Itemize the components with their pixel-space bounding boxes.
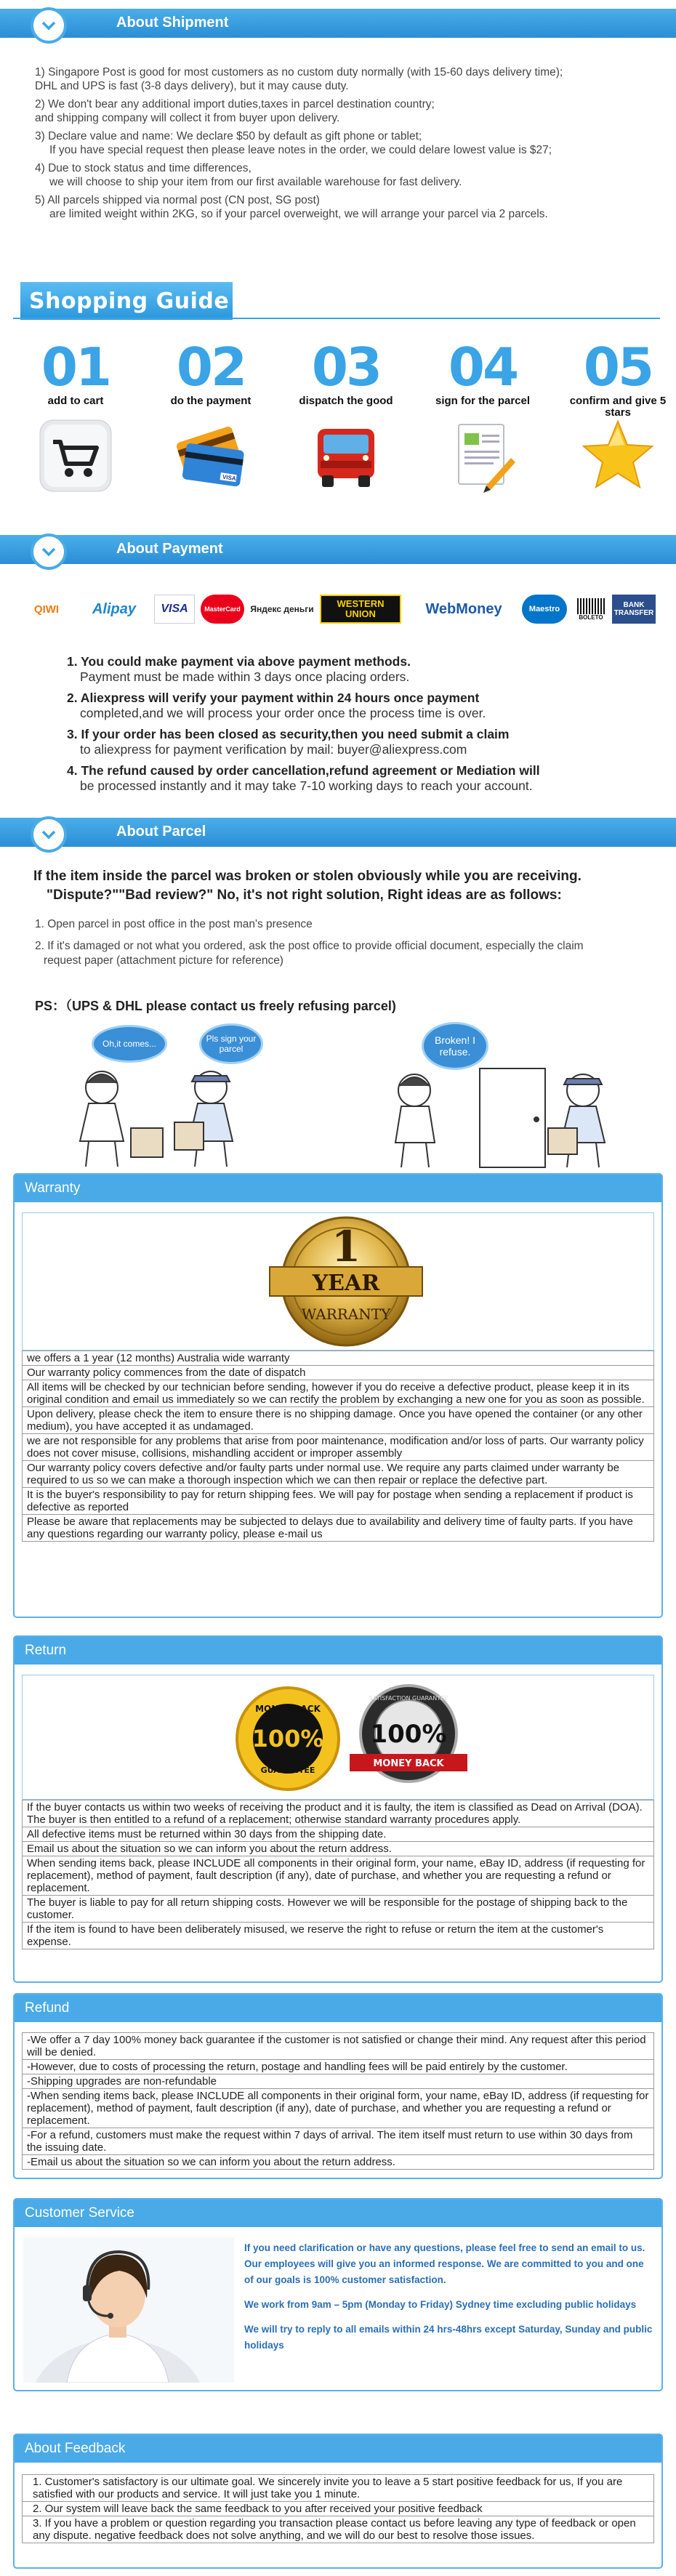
refund-lines — [22, 2032, 654, 2170]
shipment-title: About Shipment — [116, 15, 229, 31]
table-row: we offers a 1 year (12 months) Australia wide warranty — [22, 1351, 654, 1366]
table-row: -However, due to costs of processing the return, postage and handling fees will be paid entirely by the customer. — [22, 2060, 654, 2074]
list-item: 2. Aliexpress will verify your payment within 24 hours once payment completed,and we will process your order once the process time is over. — [67, 691, 486, 720]
shipment-banner — [0, 7, 676, 47]
speech-bubble: Pls sign your parcel — [199, 1023, 263, 1064]
table-row: All items will be checked by our technician before sending, however if you do receive a defective product, please keep it in its original condition and email us immediately so we can rectify the problem by exchanging a new one for you as soon as possible. — [22, 1380, 654, 1407]
service-reply-time: We will try to reply to all emails within 24 hrs-48hrs except Saturday, Sunday and public holidays — [244, 2324, 653, 2351]
table-row: -Email us about the situation so we can inform you about the return address. — [22, 2155, 654, 2170]
star-icon — [579, 417, 656, 494]
truck-icon — [307, 417, 385, 494]
svg-text:MONEY BACK: MONEY BACK — [255, 1704, 321, 1714]
table-row: -For a refund, customers must make the request within 7 days of arrival. The item itself must return to use within 30 days from the issuing date. — [22, 2128, 654, 2155]
money-back-badge — [233, 1684, 342, 1793]
satisfaction-badge — [347, 1681, 470, 1796]
list-item: 4. The refund caused by order cancellation,refund agreement or Mediation will be processed instantly and it may take 7-10 working days to reach your account. — [67, 763, 540, 793]
parcel-banner — [0, 816, 676, 856]
list-item: 1. You could make payment via above payment methods. Payment must be made within 3 days once placing orders. — [67, 654, 411, 684]
shopping-guide-header — [20, 282, 233, 320]
refund-panel — [13, 1993, 663, 2179]
bank-transfer-logo: BANK TRANSFER — [612, 595, 656, 624]
visa-logo: VISA — [154, 595, 195, 624]
support-agent-image — [23, 2237, 234, 2383]
service-hours: We work from 9am – 5pm (Monday to Friday) Sydney time excluding public holidays — [244, 2299, 637, 2310]
refund-title: Refund — [15, 1995, 661, 2022]
document-icon — [444, 417, 521, 494]
guide-step-4: 04 sign for the parcel — [432, 340, 534, 494]
service-paragraph: If you need clarification or have any questions, please feel free to send an email to us. Our employees will give you an informed response. We are committed to you and one of our goals is 100% customer satisfaction. — [244, 2242, 645, 2285]
boleto-logo: BOLETO — [574, 595, 608, 624]
customer-postman-illustration — [65, 1061, 291, 1170]
parcel-steps: 1. Open parcel in post office in the post man's presence 2. If it's damaged or not what you ordered, ask the post office to provide official document, especially the claim request paper (attachment picture for reference) — [35, 918, 584, 967]
maestro-logo: Maestro — [522, 595, 567, 624]
table-row: 2. Our system will leave back the same feedback to you after received your positive feedback — [22, 2502, 654, 2516]
table-row: we are not responsible for any problems that arise from poor maintenance, modification and/or loss of parts. Our warranty policy does not cover misuse, collisions, mishandling accident or improper assembly — [22, 1434, 654, 1461]
table-row: Upon delivery, please check the item to ensure there is no shipping damage. Once you have opened the container (or any other medium), you have accepted it as undamaged. — [22, 1407, 654, 1434]
table-row: If the buyer contacts us within two weeks of receiving the product and it is faulty, the item is classified as Dead on Arrival (DOA). The buyer is then entitled to a refund of a replacement; otherwise standard warranty procedures apply. — [22, 1800, 654, 1827]
payment-list — [67, 654, 619, 800]
return-lines — [22, 1800, 654, 1949]
return-badges — [22, 1675, 654, 1800]
warranty-badge — [262, 1213, 430, 1350]
feedback-title: About Feedback — [15, 2435, 661, 2463]
speech-bubble: Oh,it comes... — [92, 1025, 167, 1063]
feedback-lines — [22, 2474, 654, 2543]
table-row: It is the buyer's responsibility to pay for return shipping fees. We will pay for postage when sending a replacement if product is defective as reported — [22, 1488, 654, 1515]
western-union-logo: WESTERN UNION — [320, 595, 401, 624]
svg-text:MONEY BACK: MONEY BACK — [373, 1758, 444, 1769]
return-panel — [13, 1635, 663, 1983]
credit-card-icon — [172, 417, 249, 494]
svg-text:100%: 100% — [252, 1725, 324, 1752]
svg-text:SATISFACTION GUARANTEE: SATISFACTION GUARANTEE — [369, 1695, 448, 1702]
parcel-ps: PS：（UPS & DHL please contact us freely refusing parcel) — [35, 999, 396, 1013]
mastercard-logo: MasterCard — [201, 595, 244, 624]
cart-icon — [37, 417, 114, 494]
warranty-panel — [13, 1173, 663, 1618]
badge-year: YEAR — [312, 1271, 380, 1296]
refuse-parcel-illustration — [393, 1061, 640, 1170]
table-row: Email us about the situation so we can inform you about the return address. — [22, 1842, 654, 1856]
table-row: 3. If you have a problem or question regarding you transaction please contact us before leaving any type of feedback or open any dispute. negative feedback does not solve anything, and we will do our best to resolve those issues. — [22, 2516, 654, 2543]
guide-step-3: 03 dispatch the good — [295, 340, 397, 494]
service-text — [244, 2240, 653, 2354]
table-row: The buyer is liable to pay for all return shipping costs. However we will be responsible for the postage of shipping back to the customer. — [22, 1896, 654, 1923]
table-row: Our warranty policy covers defective and/or faulty parts under normal use. We require any parts claimed under warranty be required to us so we can make a thorough inspection which we can then repair or replace the defective part. — [22, 1461, 654, 1488]
payment-title: About Payment — [116, 541, 223, 557]
svg-text:GUARANTEE: GUARANTEE — [260, 1766, 315, 1775]
return-title: Return — [15, 1637, 661, 1665]
parcel-headline: If the item inside the parcel was broken or stolen obviously while you are receiving. "Dispute?""Bad review?" No, it's not right solution, Right ideas are as follows: — [33, 869, 582, 903]
list-item: 4) Due to stock status and time differences, we will choose to ship your item from our first available warehouse for fast delivery. — [35, 162, 462, 188]
shopping-guide-title: Shopping Guide — [29, 289, 230, 314]
svg-text:VISA: VISA — [222, 473, 237, 483]
table-row: -Shipping upgrades are non-refundable — [22, 2074, 654, 2089]
list-item: 2) We don't bear any additional import duties,taxes in parcel destination country; and shipping company will collect it from buyer upon delivery. — [35, 98, 435, 124]
warranty-badge-box — [22, 1212, 654, 1351]
warranty-title: Warranty — [15, 1175, 661, 1202]
guide-step-2: 02 do the payment VISA — [160, 340, 262, 494]
table-row: Our warranty policy commences from the date of dispatch — [22, 1366, 654, 1380]
list-item: 1) Singapore Post is good for most customers as no custom duty normally (with 15-60 days delivery time); DHL and UPS is fast (3-8 days delivery), but it may cause duty. — [35, 66, 563, 92]
table-row: 1. Customer's satisfactory is our ultimate goal. We sincerely invite you to leave a 5 start positive feedback for us, If you are satisfied with our products and service. It will just take you 1 minute. — [22, 2474, 654, 2502]
chevron-down-icon — [31, 816, 67, 853]
list-item: 3) Declare value and name: We declare $50 by default as gift phone or tablet; If you have special request then please leave notes in the order, we could delare lowest value is $27; — [35, 130, 552, 156]
guide-step-5: 05 confirm and give 5 stars — [567, 340, 669, 494]
guide-step-1: 01 add to cart — [25, 340, 126, 494]
table-row: -We offer a 7 day 100% money back guarantee if the customer is not satisfied or change their mind. Any request after this period will be denied. — [22, 2032, 654, 2060]
table-row: Please be aware that replacements may be subjected to delays due to availability and delivery time of faulty parts. If you have any questions regarding our warranty policy, please e-mail us — [22, 1515, 654, 1542]
divider — [13, 318, 660, 319]
yandex-money-logo: Яндекс деньги — [250, 603, 314, 614]
parcel-title: About Parcel — [116, 824, 206, 840]
qiwi-logo: QIWI — [33, 603, 60, 616]
table-row: -When sending items back, please INCLUDE all components in their original form, your name, eBay ID, address (if requesting for replacement), method of payment, fault description (if any), date of purchase, and whether you are requesting a refund or replacement. — [22, 2089, 654, 2128]
badge-number: 1 — [331, 1222, 361, 1271]
speech-bubble: Broken! I refuse. — [422, 1022, 488, 1070]
table-row: All defective items must be returned within 30 days from the shipping date. — [22, 1827, 654, 1842]
chevron-down-icon — [31, 534, 67, 570]
customer-service-title: Customer Service — [15, 2199, 661, 2227]
table-row: If the item is found to have been deliberately misused, we reserve the right to refuse or return the item at the customer's expense. — [22, 1923, 654, 1949]
warranty-lines — [22, 1351, 654, 1542]
badge-warranty: WARRANTY — [301, 1305, 391, 1323]
feedback-panel — [13, 2434, 663, 2569]
shipment-list — [35, 65, 660, 225]
customer-service-panel — [13, 2198, 663, 2391]
svg-text:100%: 100% — [370, 1720, 447, 1749]
list-item: 3. If your order has been closed as security,then you need submit a claim to aliexpress for payment verification by mail: buyer@aliexpress.com — [67, 727, 510, 757]
list-item: 5) All parcels shipped via normal post (CN post, SG post) are limited weight within 2KG, so if your parcel overweight, we will arrange your parcel via 2 parcels. — [35, 194, 548, 220]
chevron-down-icon — [31, 7, 67, 44]
alipay-logo: Alipay — [92, 600, 137, 617]
webmoney-logo: WebMoney — [425, 600, 502, 617]
table-row: When sending items back, please INCLUDE all components in their original form, your name, eBay ID, address (if requesting for replacement), method of payment, fault description (if any), date of purchase, and whether you are requesting a refund or replacement. — [22, 1856, 654, 1896]
payment-banner — [0, 534, 676, 573]
